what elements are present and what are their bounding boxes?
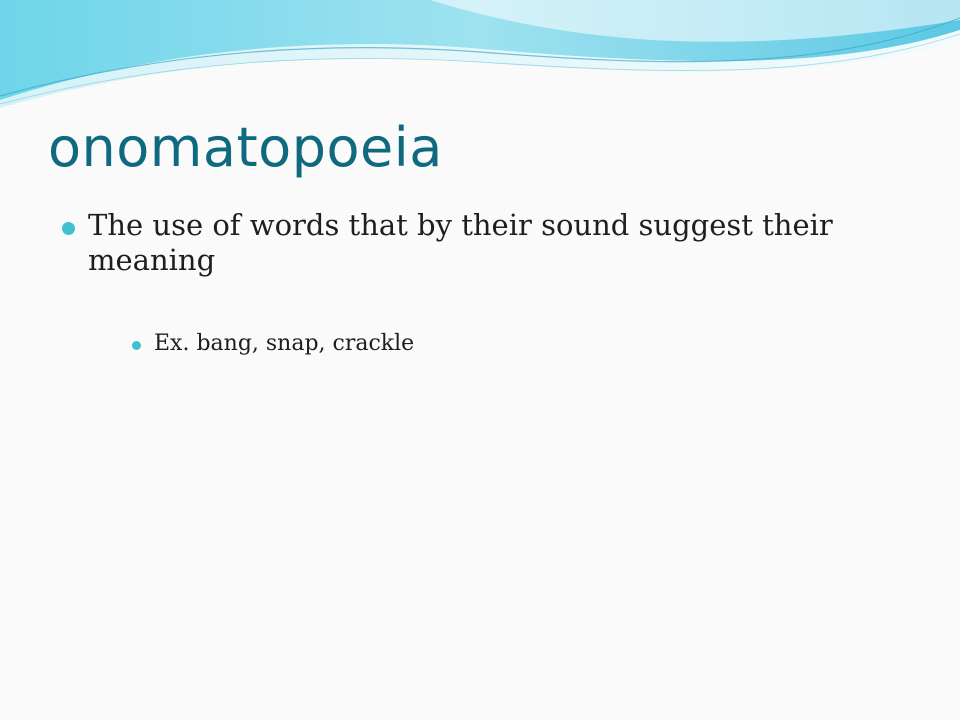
bullet-text: The use of words that by their sound suggest their meaning (88, 208, 833, 278)
header-wave-decoration (0, 0, 960, 120)
slide-title: onomatopoeia (48, 116, 443, 179)
slide-content (60, 208, 920, 357)
sub-bullet-item (132, 331, 920, 357)
bullet-item (60, 208, 920, 279)
sub-bullet-text: Ex. bang, snap, crackle (154, 330, 415, 356)
sub-bullet-dot-icon (132, 341, 141, 350)
bullet-dot-icon (62, 222, 75, 235)
